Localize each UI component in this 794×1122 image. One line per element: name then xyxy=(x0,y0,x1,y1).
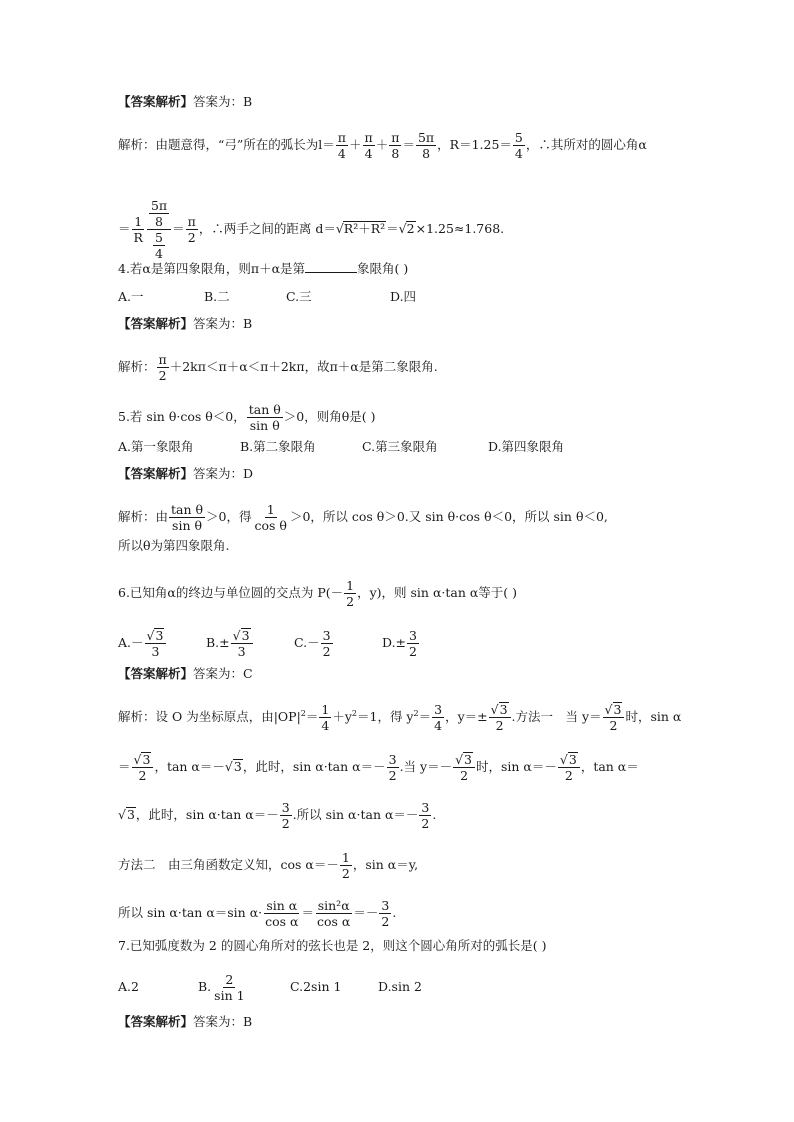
q6-option-a: A.－ $\frac{√3}{3}$ xyxy=(118,628,206,659)
q5-options xyxy=(118,439,564,455)
q6-option-c: C.－ $\frac{3}{2}$ xyxy=(294,628,331,659)
q5-explanation-line-2: 所以θ为第四象限角. xyxy=(118,538,230,553)
q5-option-a: A.第一象限角 xyxy=(118,439,194,454)
q3-explanation-line-2: ＝ $\frac{1}{R}$ $\frac{\frac{5\pi}{8}}{\frac{5}{4}}$ ＝ $\frac{\pi}{2}$ ，∴两手之间的距离 d＝√R²＋R²＝√2×1.25≈1.768. xyxy=(118,198,505,261)
q5-option-c: C.第三象限角 xyxy=(362,439,438,454)
q6-explanation-line-2: ＝ $\frac{√3}{2}$ ，tan α＝－√3，此时，sin α·tan α＝－ $\frac{3}{2}$ .当 y＝－ $\frac{√3}{2}$ 时，sin α＝－ $\frac{√3}{2}$ ，tan α＝ xyxy=(118,752,639,783)
answer-label: 【答案解析】 xyxy=(118,94,194,109)
q3-explanation-line-1: 解析：由题意得，“弓”所在的弧长为l＝ $\frac{\pi}{4}$ ＋ $\frac{\pi}{4}$ ＋ $\frac{\pi}{8}$ ＝ $\frac{5\pi}{8}$ ，R＝1.25＝ $\frac{5}{4}$ ，∴其所对的圆心角α xyxy=(118,130,647,161)
fraction: $\frac{\text{tan θ}}{\text{sin θ}}$ xyxy=(171,502,204,533)
q4-stem: 4.若α是第四象限角，则π＋α是第 象限角( ) xyxy=(118,261,409,276)
q7-answer-line: 【答案解析】答案为：B xyxy=(118,1014,253,1029)
q6-stem: 6.已知角α的终边与单位圆的交点为 P(－ $\frac{1}{2}$ ，y)，则 sin α·tan α等于( ) xyxy=(118,578,518,609)
fraction: $\frac{1}{\text{cos θ}}$ xyxy=(254,502,287,533)
q6-method-two-line-2: 所以 sin α·tan α＝sin α· $\frac{\text{sin α}}{\text{cos α}}$ ＝ $\frac{\text{sin²α}}{\text{cos α}}$ ＝－ $\frac{3}{2}$ . xyxy=(118,898,397,929)
q6-options xyxy=(118,628,420,659)
fraction: $\frac{5}{4}$ xyxy=(514,130,523,161)
q4-option-a: A.一 xyxy=(118,289,144,304)
q4-explanation: 解析： $\frac{\pi}{2}$ ＋2kπ＜π＋α＜π＋2kπ，故π＋α是第二象限角. xyxy=(118,352,438,383)
compound-fraction: $\frac{\frac{5\pi}{8}}{\frac{5}{4}}$ xyxy=(147,198,171,261)
answer-blank xyxy=(305,260,357,273)
q6-answer: 答案为：C xyxy=(193,666,253,681)
q4-answer: 答案为：B xyxy=(193,316,253,331)
q7-option-c: C.2sin 1 xyxy=(290,979,342,994)
fraction: $\frac{\text{tan θ}}{\text{sin θ}}$ xyxy=(248,402,281,433)
fraction: $\frac{1}{R}$ xyxy=(133,214,143,245)
q6-method-two-line-1: 方法二 由三角函数定义知，cos α＝－ $\frac{1}{2}$ ，sin α＝y, xyxy=(118,850,419,881)
sqrt-expression: R²＋R² xyxy=(343,221,386,236)
q5-option-b: B.第二象限角 xyxy=(240,439,316,454)
q4-options xyxy=(118,289,416,305)
q7-answer: 答案为：B xyxy=(193,1014,253,1029)
fraction: $\frac{\pi}{2}$ xyxy=(187,214,196,245)
q6-explanation-line-3: √3，此时，sin α·tan α＝－ $\frac{3}{2}$ .所以 sin α·tan α＝－ $\frac{3}{2}$ . xyxy=(118,800,437,831)
fraction: $\frac{\pi}{4}$ xyxy=(337,130,346,161)
fraction: $\frac{\pi}{8}$ xyxy=(391,130,400,161)
q5-option-d: D.第四象限角 xyxy=(488,439,565,454)
q7-options xyxy=(118,972,422,1003)
q7-stem: 7.已知弧度数为 2 的圆心角所对的弦长也是 2，则这个圆心角所对的弧长是( ) xyxy=(118,938,547,953)
q4-option-b: B.二 xyxy=(204,289,230,304)
q4-answer-line: 【答案解析】答案为：B xyxy=(118,316,253,331)
q3-answer-line xyxy=(118,94,252,110)
q5-answer-line: 【答案解析】答案为：D xyxy=(118,466,254,481)
q4-option-c: C.三 xyxy=(286,289,312,304)
q6-option-b: B.± $\frac{√3}{3}$ xyxy=(206,628,294,659)
fraction: $\frac{1}{2}$ xyxy=(346,578,355,609)
q6-explanation-line-1: 解析：设 O 为坐标原点，由$|OP|^2=$ $\frac{1}{4}$ $+y^2=1$，得 $y^2=$ $\frac{3}{4}$ ，y＝± $\frac{√3}{2}$ .方法一 当 y＝ $\frac{√3}{2}$ 时，sin α xyxy=(118,702,682,733)
fraction: $\frac{\pi}{2}$ xyxy=(158,352,167,383)
q6-option-d: D.± $\frac{3}{2}$ xyxy=(382,628,417,659)
q7-option-b: B. $\frac{2}{\sin 1}$ xyxy=(198,972,245,1003)
q6-answer-line: 【答案解析】答案为：C xyxy=(118,666,253,681)
fraction: $\frac{\pi}{4}$ xyxy=(364,130,373,161)
q5-explanation-line-1: 解析：由 $\frac{\text{tan θ}}{\text{sin θ}}$ ＞0，得 $\frac{1}{\text{cos θ}}$ ＞0，所以 cos θ＞0.又 sin θ·cos θ＜0，所以 sin θ＜0, xyxy=(118,502,608,533)
q7-option-a: A.2 xyxy=(118,979,139,994)
q3-answer: 答案为：B xyxy=(193,94,253,109)
q7-option-d: D.sin 2 xyxy=(378,979,422,994)
q5-answer: 答案为：D xyxy=(193,466,254,481)
q4-option-d: D.四 xyxy=(390,289,417,304)
q5-stem: 5.若 sin θ·cos θ＜0， $\frac{\text{tan θ}}{\text{sin θ}}$ ＞0，则角θ是( ) xyxy=(118,402,376,433)
fraction: $\frac{5\pi}{8}$ xyxy=(417,130,435,161)
